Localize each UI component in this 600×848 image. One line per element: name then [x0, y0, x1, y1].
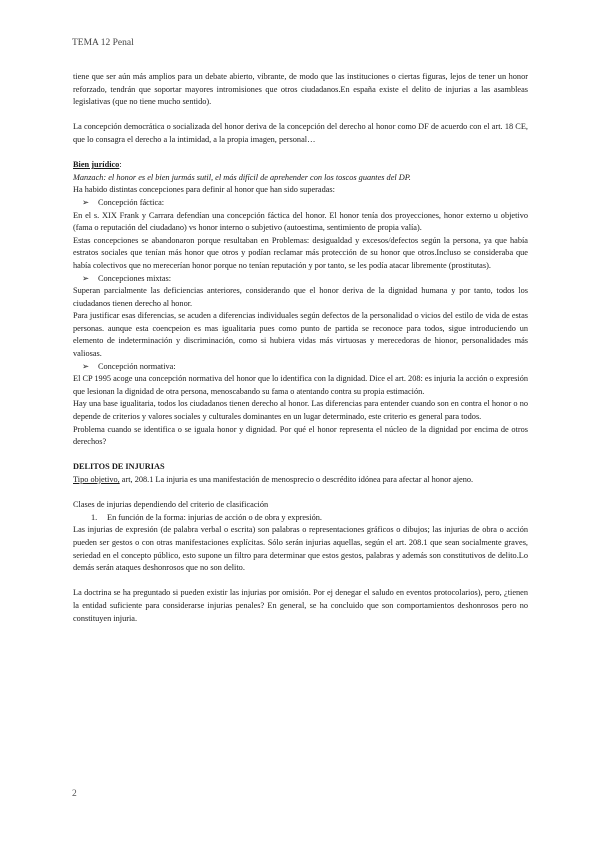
paragraph: Clases de injurias dependiendo del criterio de clasificación: [73, 500, 269, 510]
paragraph: tiene que ser aún más amplios para un debate abierto, vibrante, de modo que las instituciones o ciertas figuras, lejos de tener un honor reforzado, tendrán que soportar mayores intromisiones que otros ciudadanos.En españa existe el delito de injurias a las asambleas legislativas (que no tiene mucho sentido).: [73, 72, 528, 107]
tipo-label: Tipo objetivo,: [73, 475, 120, 484]
page-body: [73, 71, 528, 625]
bullet-item: [73, 197, 528, 210]
paragraph: Para justificar esas diferencias, se acuden a diferencias individuales según defectos de la personalidad o vicios del estilo de vida de estas personas. aunque esta coencpeion es mas igualitaria pues como punto de partida se reconoce para todos, sigue introduciendo un elemento de indeterminación y discriminación, como si hubiera vidas más virtuosas y merecedoras de hionor, personalidades más valiosas.: [73, 311, 528, 359]
item-text: En función de la forma: injurias de acción o de obra y expresión.: [107, 512, 322, 522]
section-heading-bien-juridico: Bien jurídico:: [73, 160, 122, 170]
quote: Manzach: el honor es el bien jurmás sutil, el más difícil de aprehender con los toscos guantes del DP.: [73, 172, 411, 182]
paragraph: Problema cuando se identifica o se iguala honor y dignidad. Por qué el honor representa el núcleo de la dignidad por encima de otros derechos?: [73, 424, 528, 447]
paragraph: Las injurias de expresión (de palabra verbal o escrita) son palabras o representaciones gráficos o dibujos; las injurias de obra o acción pueden ser gestos o con otras manifestaciones explícitas. Sólo serán injurias aquellas, según el art. 208.1 que sean socialmente graves, seriedad en el concepto público, esto supone un filtro para determinar que estos gestos, palabras y además son constitutivos de delito.Lo demás serán ataques deshonrosos que no son delito.: [73, 525, 528, 573]
arrow-bullet-icon: ➢: [82, 273, 89, 283]
paragraph: El CP 1995 acoge una concepción normativa del honor que lo identifica con la dignidad. Dice el art. 208: es injuria la acción o expresión que lesionan la dignidad de otra persona, menoscabando su fama o atentando contra su propia estimación.: [73, 374, 528, 396]
paragraph: La concepción democrática o socializada del honor deriva de la concepción del derecho al honor como DF de acuerdo con el art. 18 CE, que lo consagra el derecho a la intimidad, a la propia imagen, personal…: [73, 122, 528, 144]
bullet-label: Concepción fáctica:: [98, 197, 165, 207]
paragraph-tipo-objetivo: [73, 474, 528, 487]
bullet-label: Concepción normativa:: [98, 361, 176, 371]
bullet-label: Concepciones mixtas:: [98, 273, 172, 283]
paragraph: Superan parcialmente las deficiencias anteriores, considerando que el honor deriva de la dignidad humana y por tanto, todos los ciudadanos tienen derecho al honor.: [73, 286, 528, 308]
arrow-bullet-icon: ➢: [82, 361, 89, 371]
page-header: TEMA 12 Penal: [72, 38, 134, 48]
paragraph: Ha habido distintas concepciones para definir al honor que han sido superadas:: [73, 185, 335, 195]
bullet-item: [73, 273, 528, 286]
numbered-item: [73, 512, 528, 525]
item-number: 1.: [91, 512, 98, 522]
paragraph: Estas concepciones se abandonaron porque resultaban en Problemas: desigualdad y excesos/defectos según la persona, ya que había estratos sociales que tenían más honor que otros y podían reclamar más protección de su honor que otros.Incluso se consideraba que había colectivos que no merecerían honor porque no tenían reputación y por tanto, se les podía atacar libremente (prostitutas).: [73, 235, 528, 270]
paragraph: La doctrina se ha preguntado si pueden existir las injurias por omisión. Por ej denegar el saludo en eventos protocolarios), pero, ¿tienen la entidad suficiente para considerarse injurias penales? En general, se ha concluido que son comportamientos deshonrosos pero no constituyen injuria.: [73, 588, 528, 623]
arrow-bullet-icon: ➢: [82, 197, 89, 207]
page-number: 2: [72, 789, 77, 799]
heading-text: Bien jurídico: [73, 160, 120, 170]
bullet-item: [73, 361, 528, 374]
paragraph: Hay una base igualitaria, todos los ciudadanos tienen derecho al honor. Las diferencias para entender cuando son en contra el honor o no depende de criterios y valores sociales y culturales dominantes en un lugar determinado, este criterio es general para todos.: [73, 399, 528, 422]
tipo-text: art, 208.1 La injuria es una manifestación de menosprecio o descrédito idónea para afectar al honor ajeno.: [119, 475, 474, 484]
paragraph: En el s. XIX Frank y Carrara defendían una concepción fáctica del honor. El honor tenía dos proyecciones, honor externo u objetivo (fama o reputación del ciudadano) vs honor interno o subjetivo (autoestima, sentimiento de propia valía).: [73, 210, 528, 233]
section-heading-delitos: DELITOS DE INJURIAS: [73, 462, 165, 472]
